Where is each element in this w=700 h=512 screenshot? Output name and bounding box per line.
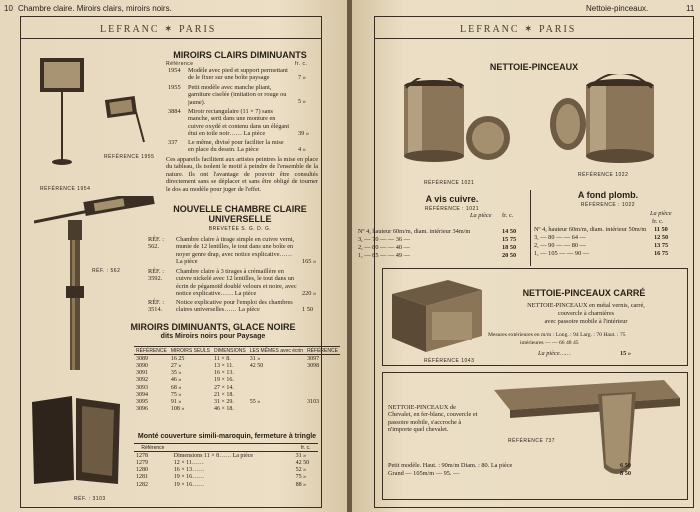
chambre-item-desc: Chambre claire à 3 tirages à crémaillère en cuivre nickelé avec 12 lentilles, le tout dans un écrin de pégamoïd doublé velours et noire, avec notice explicative…… La pièce — [176, 268, 297, 298]
plomb-row-price: 16 75 — [654, 250, 669, 257]
table-row: 3089 16 25 11 × 8. 31 » 3097 — [136, 355, 320, 362]
chambre-item-desc: Notice explicative pour l'emploi des chambres claires universelles…… La pièce — [176, 299, 293, 314]
chambre-item-ref: RÉF. : 3592. — [148, 268, 164, 283]
item-price: 7 » — [298, 74, 306, 81]
table-row: 3093 68 » 27 × 14. — [136, 384, 234, 391]
carre-line: couvercle à charnières — [557, 310, 615, 317]
square-brush-cleaner-illustration — [388, 276, 488, 356]
fond-plomb-title: A fond plomb. — [577, 190, 639, 200]
carre-line: avec passoire mobile à l'intérieur — [544, 318, 628, 325]
ref-562-label: RÉF. : 562 — [92, 268, 121, 274]
chambre-item-price: 165 » — [302, 258, 317, 265]
table-row: 1280 16 × 13…… 52 » — [136, 467, 307, 474]
chevalet-petit: Petit modèle. Haut. : 90m/m Diam. : 80. La pièce — [388, 462, 513, 469]
chambre-item-ref: RÉF. : 3514. — [148, 299, 164, 314]
left-page — [0, 0, 348, 512]
item-ref: 1954 — [168, 67, 181, 74]
col-header: DIMENSIONS — [214, 347, 246, 354]
item-ref: 337 — [168, 139, 178, 146]
mirror-stand-illustration — [32, 52, 155, 192]
miroirs-clairs-title: MIROIRS CLAIRS DIMINUANTS — [173, 50, 307, 60]
brand-left: LEFRANC ✶ PARIS — [100, 24, 217, 35]
column-divider — [530, 190, 531, 266]
nettoie-title: NETTOIE-PINCEAUX — [489, 62, 579, 72]
ref-1955-label: RÉFÉRENCE 1955 — [104, 154, 155, 160]
vis-row-price: 14 50 — [502, 228, 517, 235]
plomb-row-desc: Nº 4, hauteur 60m/m, diam. intérieur 50m/m — [534, 226, 647, 233]
brush-cleaner-1021-illustration — [396, 78, 516, 170]
table-row: 3092 46 » 19 × 16. — [136, 377, 234, 384]
table-row: 3094 75 » 21 × 18. — [136, 391, 234, 398]
vis-row-price: 18 50 — [502, 244, 517, 251]
divider — [374, 38, 694, 39]
table-row: 3091 35 » 16 × 13. — [136, 370, 234, 377]
col-header: Référence — [134, 444, 172, 452]
col-header — [172, 444, 288, 452]
right-page — [352, 0, 700, 512]
table-row: 1282 19 × 16…… 88 » — [136, 481, 307, 488]
chevalet-desc: NETTOIE-PINCEAUX de Chevalet, en fer-blanc, couvercle et passoire mobile, s'accroche à n'importe quel chevalet. — [388, 404, 478, 434]
plomb-row-price: 11 50 — [654, 226, 668, 233]
running-head-right: Nettoie-pinceaux. — [586, 4, 649, 13]
carre-price: 15 » — [620, 350, 632, 357]
running-head-left: Chambre claire. Miroirs clairs, miroirs noirs. — [18, 4, 172, 13]
vis-cuivre-title: A vis cuivre. — [425, 194, 479, 204]
col-header: fr. c. — [294, 444, 318, 452]
brevet-label: BREVETÉE S. G. D. G. — [208, 226, 272, 232]
carre-mesures: Mesures extérieures en m/m : Long. : 94 Larg. : 70 Haut. : 75 — [488, 332, 626, 338]
table-row: 3095 91 » 31 × 29. 55 » 3103 — [136, 398, 320, 405]
plomb-row-desc: 1, — 105 — — 90 — — [534, 250, 590, 257]
brand-right: LEFRANC ✶ PARIS — [460, 24, 577, 35]
fr-c-left: fr. c. — [502, 212, 514, 219]
carre-interieures: intérieures — — 66 48 45 — [520, 340, 579, 346]
ref-1954-label: RÉFÉRENCE 1954 — [40, 186, 91, 192]
miroirs-clairs-note: Ces appareils facilitent aux artistes peintres la mise en place du tableau, ils isolent le motif à peindre de l'ensemble de la nature. Ils ont l'avantage de pouvoir être consultés directement sans se déplacer et sans être obligé de tourner le dos au modèle pour juger de l'effet. — [166, 156, 318, 193]
col-header: LES MÊMES avec écrin — [249, 347, 304, 354]
la-piece-right: La pièce — [650, 210, 672, 217]
item-desc: Miroir rectangulaire (11 × 7) sans manche, serti dans une monture en cuivre oxydé et contenu dans un élégant étui en toile noir…… La pièce — [188, 108, 290, 138]
ref-1022-caption: RÉFÉRENCE 1022 — [578, 172, 629, 178]
item-price: 4 » — [298, 146, 306, 153]
chevalet-grand-price: 8 50 — [620, 470, 632, 477]
page-number-right: 11 — [686, 4, 695, 13]
table-row: 1281 19 × 16…… 75 » — [136, 474, 307, 481]
brush-cleaner-1022-illustration — [548, 74, 668, 170]
item-price: 39 » — [298, 130, 310, 137]
chambre-item-price: 1 50 — [302, 306, 314, 313]
col-header: MIROIRS SEULS — [170, 347, 211, 354]
col-header: RÉFÉRENCE — [136, 347, 167, 354]
item-price: 5 » — [298, 98, 306, 105]
couverture-table — [134, 443, 318, 488]
carre-la-piece: La pièce…… — [538, 350, 571, 357]
chambre-subtitle: UNIVERSELLE — [208, 214, 272, 224]
diminuants-table — [134, 346, 340, 413]
page-number-left: 10 — [4, 4, 13, 13]
vis-row-desc: Nº 4, hauteur 60m/m, diam. intérieur 34m/m — [358, 228, 471, 235]
chambre-item-ref: RÉF. : 562. — [148, 236, 164, 251]
ref-1043-caption: RÉFÉRENCE 1043 — [424, 358, 475, 364]
chambre-item-desc: Chambre claire à tirage simple en cuivre verni, munie de 12 lentilles, le tout dans une boîte en noyer genre drap, avec notice explicative…… La pièce — [176, 236, 295, 266]
vis-row-desc: 2, — 80 — — 40 — — [358, 244, 410, 251]
ref-737-caption: RÉFÉRENCE 737 — [508, 438, 556, 444]
plomb-row-price: 13 75 — [654, 242, 669, 249]
black-mirror-case-illustration — [28, 392, 128, 492]
table-row: 3096 108 » 46 × 18. — [136, 406, 234, 413]
vis-row-desc: 1, — 85 — — 49 — — [358, 252, 410, 259]
divider — [20, 38, 322, 39]
item-ref: 1955 — [168, 84, 181, 91]
chambre-item-price: 220 » — [302, 290, 317, 297]
col-ref-header: Référence — [166, 61, 194, 67]
vis-row-price: 20 50 — [502, 252, 517, 259]
carre-line: NETTOIE-PINCEAUX en métal vernis, carré, — [527, 302, 645, 309]
table-row: 1278 Dimensions 11 × 8…… La pièce 31 » — [136, 452, 307, 459]
plomb-ref: RÉFÉRENCE : 1022 — [580, 202, 636, 208]
table-row: 1279 12 × 11…… 42 50 — [136, 459, 310, 466]
col-header: RÉFÉRENCE — [307, 347, 338, 354]
plomb-row-price: 12 50 — [654, 234, 669, 241]
chevalet-petit-price: 6 50 — [620, 462, 632, 469]
diminuants-title: MIROIRS DIMINUANTS, GLACE NOIRE — [130, 322, 296, 332]
col-price-header: fr. c. — [295, 61, 308, 67]
vis-row-desc: 3, — 70 — — 36 — — [358, 236, 410, 243]
item-ref: 3884 — [168, 108, 181, 115]
chambre-title: NOUVELLE CHAMBRE CLAIRE — [173, 204, 307, 214]
item-desc: Le même, divisé pour faciliter la mise en place du dessin. La pièce — [188, 139, 284, 154]
ref-3103-label: RÉF. : 3103 — [74, 496, 106, 502]
table-row: 3090 27 » 13 × 11. 42 50 3098 — [136, 362, 320, 369]
diminuants-subtitle: dits Miroirs noirs pour Paysage — [160, 333, 266, 340]
couverture-label: Monté couverture simili-maroquin, fermeture à tringle — [137, 433, 317, 440]
plomb-row-desc: 3, — 80 — — 64 — — [534, 234, 586, 241]
vis-ref: RÉFÉRENCE : 1021 — [424, 206, 480, 212]
item-desc: Modèle avec pied et support permettant de le fixer sur une boîte paysage — [188, 67, 288, 82]
la-piece-left: La pièce — [470, 212, 492, 219]
chevalet-grand: Grand — 105m/m — 95. — — [388, 470, 460, 477]
carre-title: NETTOIE-PINCEAUX CARRÉ — [522, 288, 646, 298]
ref-1021-caption: RÉFÉRENCE 1021 — [424, 180, 475, 186]
vis-row-price: 15 75 — [502, 236, 517, 243]
item-desc: Petit modèle avec manche pliant, garniture ciselée (imitation or rouge ou jaune). — [188, 84, 287, 106]
fr-c-right: fr. c. — [652, 218, 664, 225]
plomb-row-desc: 2, — 90 — — 80 — — [534, 242, 586, 249]
